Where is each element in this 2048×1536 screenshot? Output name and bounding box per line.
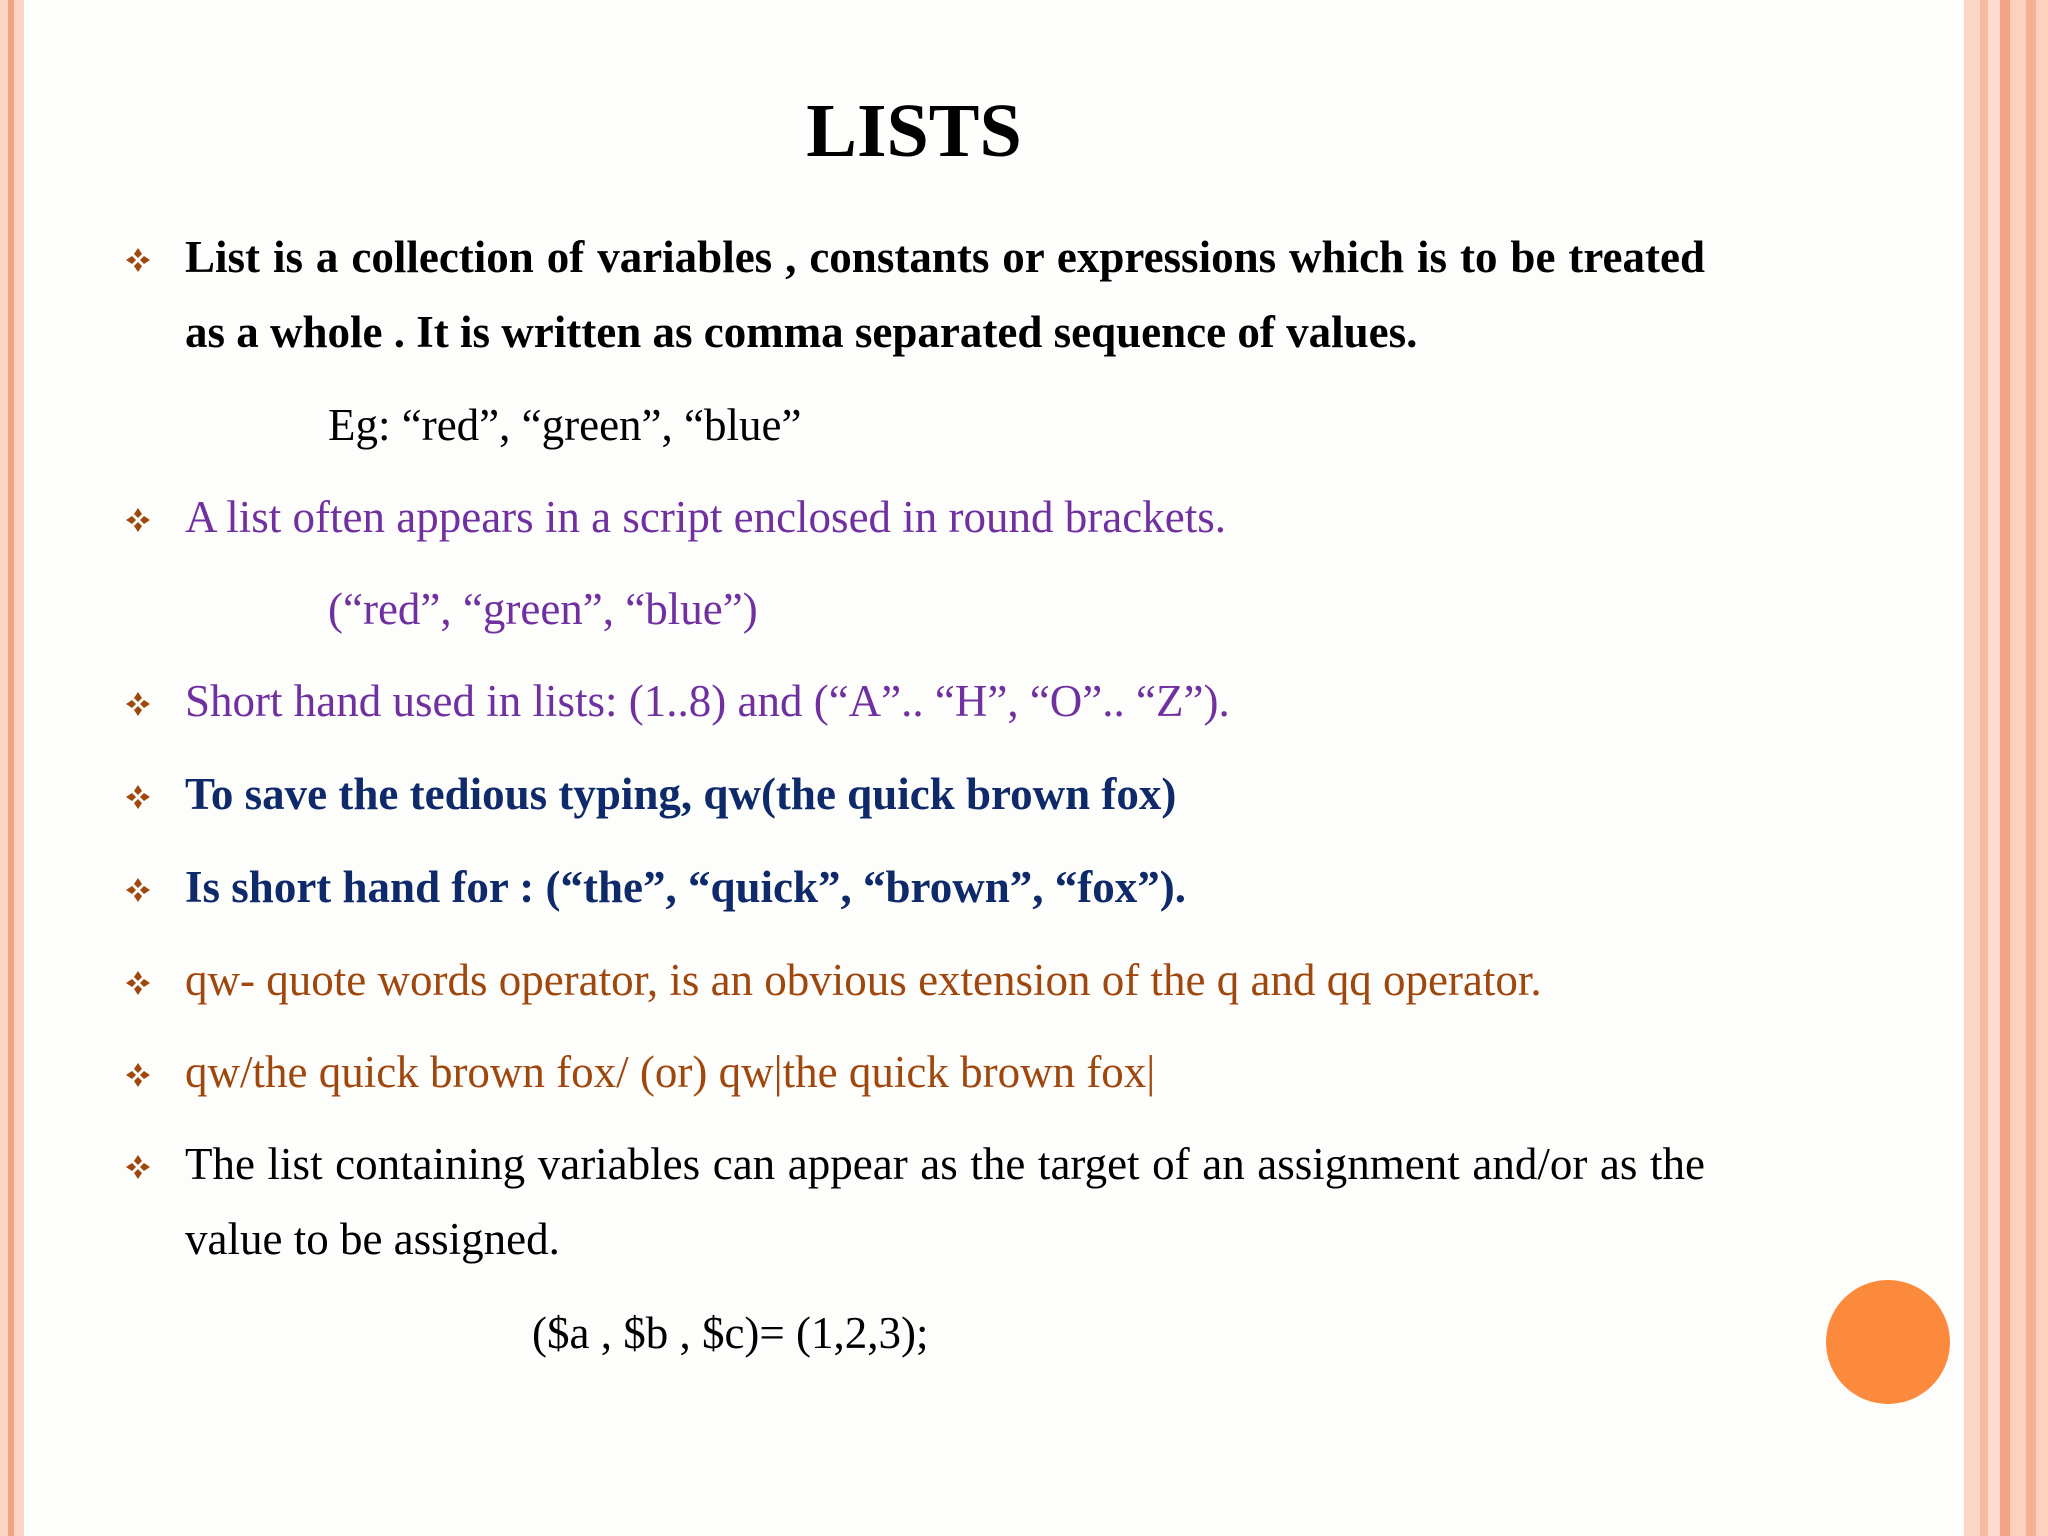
slide-left-border [0, 0, 24, 1536]
example-round-brackets: (“red”, “green”, “blue”) [328, 584, 758, 634]
bullet-text: Is short hand for : (“the”, “quick”, “brown”, “fox”). [185, 862, 1186, 912]
diamond-bullet-icon [124, 1061, 152, 1089]
diamond-bullet-icon [124, 506, 152, 534]
diamond-bullet-icon [124, 1153, 152, 1181]
example-eg-values: Eg: “red”, “green”, “blue” [328, 400, 802, 450]
diamond-bullet-icon [124, 783, 152, 811]
slide-title: LISTS [806, 89, 1022, 173]
bullet-text: Short hand used in lists: (1..8) and (“A”.. “H”, “O”.. “Z”). [185, 676, 1230, 726]
bullet-text: List is a collection of variables , constants or expressions which is to be treated as a whole . It is written as comma separated sequence of values. [185, 232, 1705, 357]
bullet-text: A list often appears in a script enclosed in round brackets. [185, 492, 1226, 542]
diamond-bullet-icon [124, 690, 152, 718]
diamond-bullet-icon [124, 969, 152, 997]
diamond-bullet-icon [124, 876, 152, 904]
bullet-text: qw- quote words operator, is an obvious extension of the q and qq operator. [185, 955, 1542, 1005]
accent-circle [1826, 1280, 1950, 1404]
bullet-text: To save the tedious typing, qw(the quick brown fox) [185, 769, 1177, 819]
diamond-bullet-icon [124, 246, 152, 274]
example-assignment: ($a , $b , $c)= (1,2,3); [532, 1308, 929, 1358]
slide-right-border [1964, 0, 2048, 1536]
bullet-text: The list containing variables can appear as the target of an assignment and/or as the value to be assigned. [185, 1139, 1705, 1264]
bullet-text: qw/the quick brown fox/ (or) qw|the quick brown fox| [185, 1047, 1156, 1097]
